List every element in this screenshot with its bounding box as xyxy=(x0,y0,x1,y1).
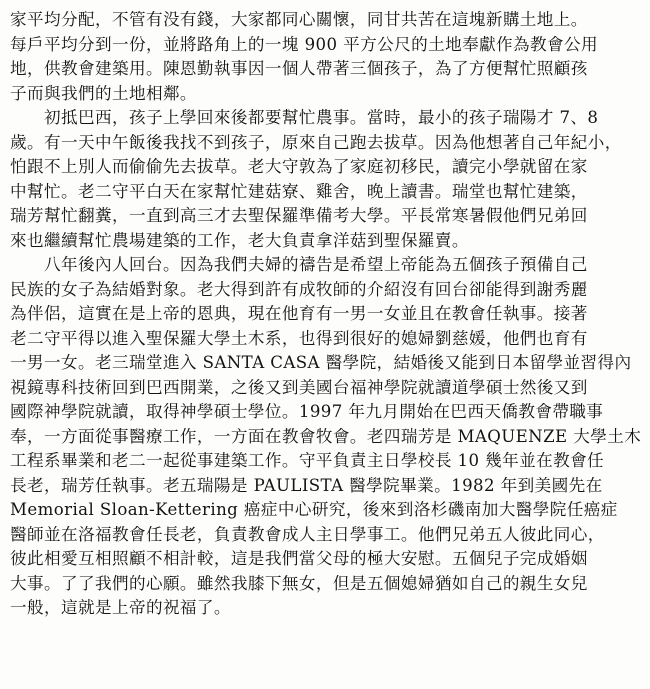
text-line: 奉，一方面從事醫療工作，一方面在教會牧會。老四瑞芳是 MAQUENZE 大學土木 xyxy=(10,426,642,446)
text-line: 民族的女子為結婚對象。老大得到許有成牧師的介紹沒有回台卻能得到謝秀麗 xyxy=(10,279,588,299)
text-line: 怕跟不上別人而偷偷先去拔草。老大守敦為了家庭初移民，讀完小學就留在家 xyxy=(10,157,588,176)
text-line: 一般，這就是上帝的祝福了。 xyxy=(10,598,231,617)
text-line: 老二守平得以進入聖保羅大學土木系，也得到很好的媳婦劉慈媛，他們也育有 xyxy=(10,328,588,348)
text-line: 子而與我們的土地相鄰。 xyxy=(10,83,197,103)
text-line: 瑞芳幫忙翻糞，一直到高三才去聖保羅準備考大學。平長常寒暑假他們兄弟回 xyxy=(10,206,588,225)
text-line: 中幫忙。老二守平白天在家幫忙建菇寮、雞舍，晚上讀書。瑞堂也幫忙建築， xyxy=(10,181,588,201)
text-line: 來也繼續幫忙農場建築的工作，老大負責拿洋菇到聖保羅賣。 xyxy=(10,230,469,250)
text-line: 長老，瑞芳任執事。老五瑞陽是 PAULISTA 醫學院畢業。1982 年到美國先在 xyxy=(10,475,603,495)
text-line: 大事。了了我們的心願。雖然我膝下無女，但是五個媳婦猶如自己的親生女兒 xyxy=(10,573,588,593)
text-line: 視鏡專科技術回到巴西開業，之後又到美國台福神學院就讀道學碩士然後又到 xyxy=(10,377,588,397)
text-line: 歲。有一天中午飯後我找不到孩子，原來自己跑去拔草。因為他想著自己年紀小， xyxy=(10,132,622,152)
text-line: Memorial Sloan-Kettering 癌症中心研究，後來到洛杉磯南加大醫學院任癌症 xyxy=(10,500,618,519)
text-line: 一男一女。老三瑞堂進入 SANTA CASA 醫學院，結婚後又能到日本留學並習得內 xyxy=(10,353,632,372)
document-text xyxy=(10,8,640,621)
text-line: 為伴侶，這實在是上帝的恩典，現在他育有一男一女並且在教會任執事。接著 xyxy=(10,304,588,323)
text-line: 國際神學院就讀，取得神學碩士學位。1997 年九月開始在巴西天僑教會帶職事 xyxy=(10,402,604,421)
text-line: 地，供教會建築用。陳恩勤執事因一個人帶著三個孩子，為了方便幫忙照顧孩 xyxy=(10,59,588,78)
text-line: 每戶平均分到一份，並將路角上的一塊 900 平方公尺的土地奉獻作為教會公用 xyxy=(10,34,599,54)
text-line: 彼此相愛互相照顧不相計較，這是我們當父母的極大安慰。五個兒子完成婚姻 xyxy=(10,549,588,568)
text-line: 八年後內人回台。因為我們夫婦的禱告是希望上帝能為五個孩子預備自己 xyxy=(10,255,588,274)
text-line: 工程系畢業和老二一起從事建築工作。守平負責主日學校長 10 幾年並在教會任 xyxy=(10,451,605,470)
text-line: 初抵巴西，孩子上學回來後都要幫忙農事。當時，最小的孩子瑞陽才 7、8 xyxy=(10,108,599,127)
text-line: 家平均分配，不管有没有錢，大家都同心關懷，同甘共苦在這塊新購土地上。 xyxy=(10,10,588,29)
text-line: 醫師並在洛福教會任長老，負責教會成人主日學事工。他們兄弟五人彼此同心， xyxy=(10,524,605,544)
